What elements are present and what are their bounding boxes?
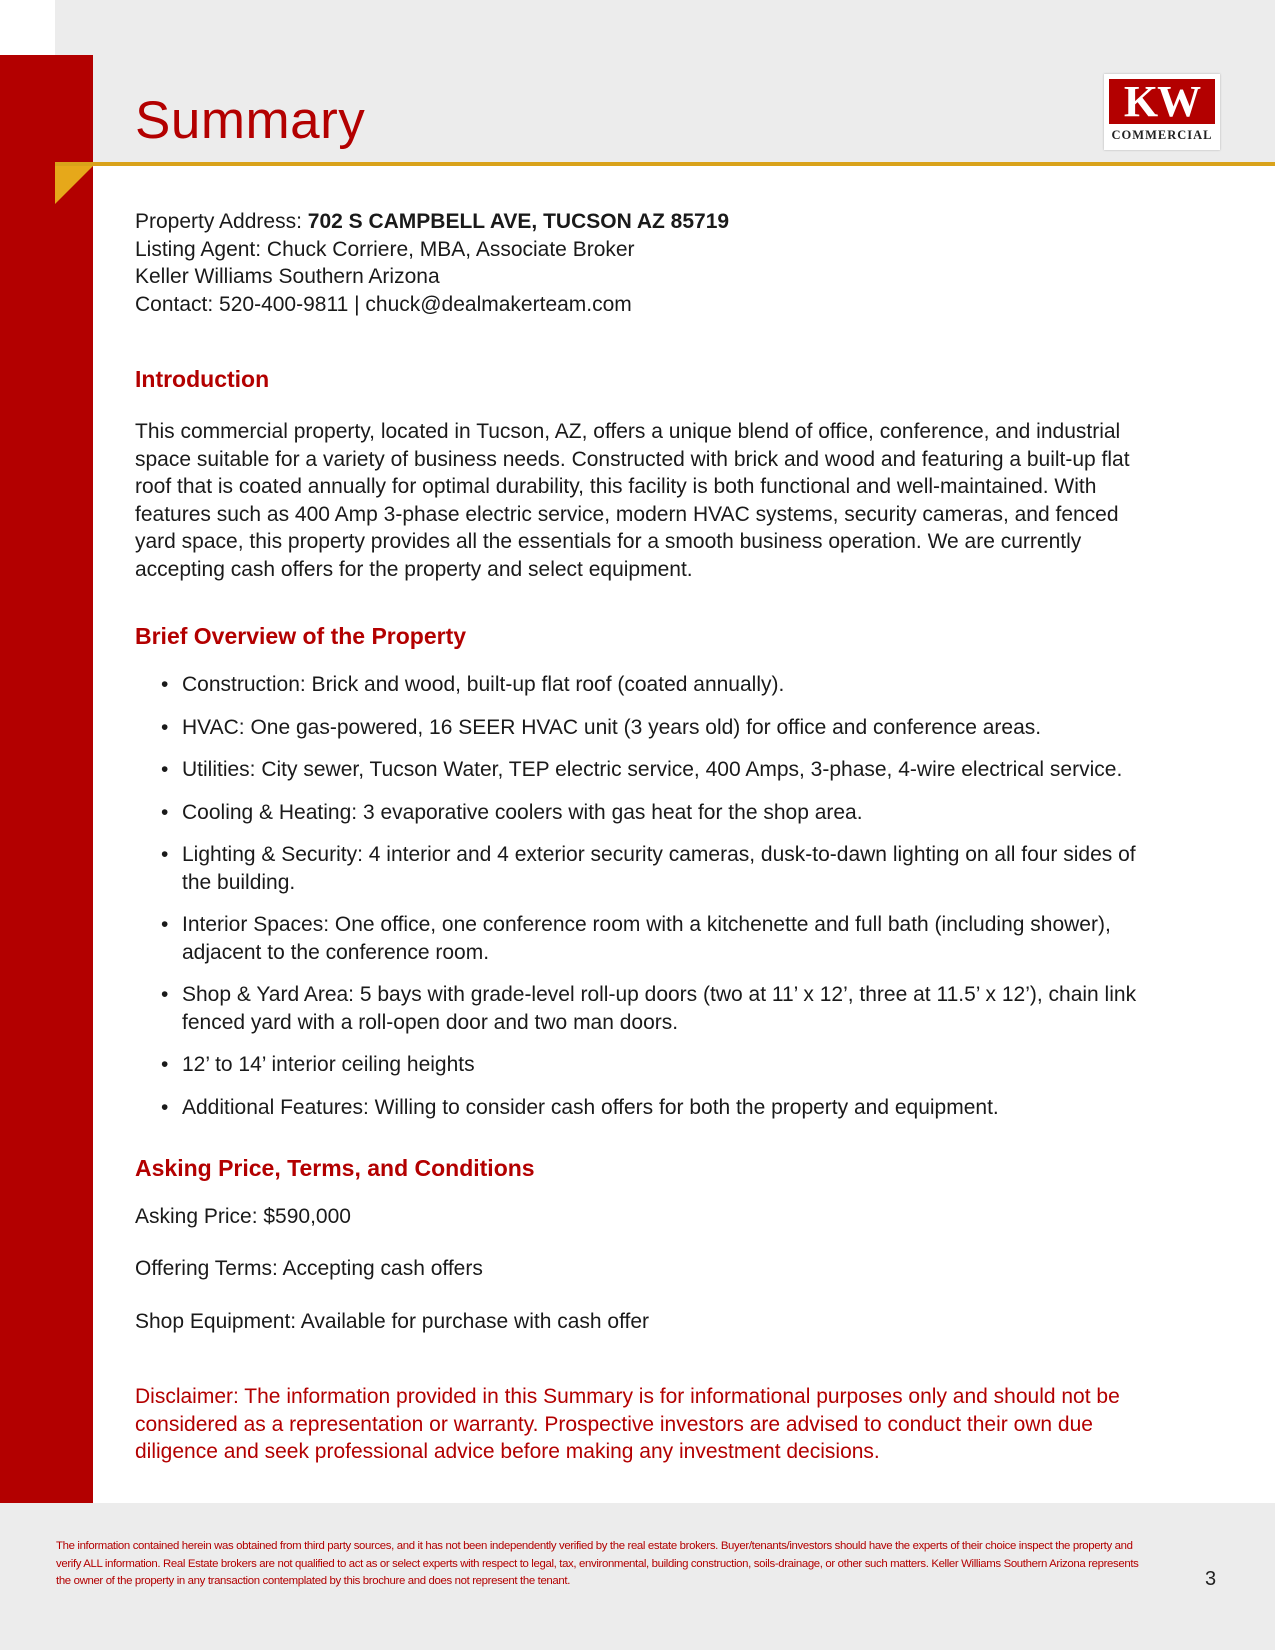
- introduction-text: This commercial property, located in Tucson, AZ, offers a unique blend of office, conference, and industrial space suitable for a variety of business needs. Constructed with brick and wood and featuring a built-up flat roof that is coated annually for optimal durability, this facility is both functional and well-maintained. With features such as 400 Amp 3-phase electric service, modern HVAC systems, security cameras, and fenced yard space, this property provides all the essentials for a smooth business operation. We are currently accepting cash offers for the property and select equipment.: [135, 420, 1130, 581]
- list-item: • Cooling & Heating: 3 evaporative coolers with gas heat for the shop area.: [135, 799, 1155, 827]
- footer-legal-text: The information contained herein was obtained from third party sources, and it has not been independently verified by the real estate brokers. Buyer/tenants/investors should have the experts of their choice inspect the property and verify ALL information. Real Estate brokers are not qualified to act as or select experts with respect to legal, tax, environmental, building construction, soils-drainage, or other such matters. Keller Williams Southern Arizona represents the owner of the property in any transaction contemplated by this brochure and does not represent the tenant.: [56, 1540, 1139, 1587]
- page-number: 3: [1205, 1568, 1217, 1590]
- corner-block: [0, 0, 55, 55]
- kw-commercial-logo: [1104, 74, 1220, 150]
- list-item: • Lighting & Security: 4 interior and 4 exterior security cameras, dusk-to-dawn lighting on all four sides of the building.: [135, 841, 1155, 896]
- overview-list: [135, 671, 1155, 1136]
- list-item: • Shop & Yard Area: 5 bays with grade-level roll-up doors (two at 11’ x 12’, three at 11.5’ x 12’), chain link fenced yard with a roll-open door and two man doors.: [135, 981, 1155, 1036]
- asking-price: Asking Price: $590,000: [135, 1205, 351, 1228]
- address-value: 702 S CAMPBELL AVE, TUCSON AZ 85719: [307, 210, 730, 233]
- header-divider: [55, 162, 1275, 166]
- agent-line: Listing Agent: Chuck Corriere, MBA, Associate Broker: [135, 237, 635, 261]
- shop-equipment: Shop Equipment: Available for purchase with cash offer: [135, 1310, 650, 1333]
- list-item: • 12’ to 14’ interior ceiling heights: [135, 1051, 1155, 1079]
- list-item: • Utilities: City sewer, Tucson Water, TEP electric service, 400 Amps, 3-phase, 4-wire electrical service.: [135, 756, 1155, 784]
- company-line: Keller Williams Southern Arizona: [135, 265, 440, 288]
- contact-line: Contact: 520-400-9811 | chuck@dealmakerteam.com: [135, 292, 632, 316]
- offering-terms: Offering Terms: Accepting cash offers: [135, 1257, 483, 1280]
- list-item: • Construction: Brick and wood, built-up flat roof (coated annually).: [135, 671, 1155, 699]
- pricing-heading: Asking Price, Terms, and Conditions: [135, 1155, 535, 1181]
- accent-triangle: [55, 166, 93, 204]
- page-title: Summary: [135, 91, 366, 150]
- introduction-heading: Introduction: [135, 366, 270, 392]
- list-item: • Interior Spaces: One office, one conference room with a kitchenette and full bath (including shower), adjacent to the conference room.: [135, 911, 1155, 966]
- address-label: Property Address:: [135, 210, 302, 233]
- disclaimer: Disclaimer: The information provided in this Summary is for informational purposes only and should not be considered as a representation or warranty. Prospective investors are advised to conduct their own due diligence and seek professional advice before making any investment decisions.: [135, 1385, 1120, 1463]
- list-item: • HVAC: One gas-powered, 16 SEER HVAC unit (3 years old) for office and conference areas.: [135, 714, 1155, 742]
- address-line: [135, 208, 1155, 236]
- overview-heading: Brief Overview of the Property: [135, 623, 467, 649]
- left-accent-bar: [0, 55, 93, 1503]
- logo-subtext: COMMERCIAL: [1111, 128, 1213, 142]
- list-item: • Additional Features: Willing to consider cash offers for both the property and equipment.: [135, 1094, 1155, 1122]
- contact-block: [135, 208, 1155, 318]
- main-content: [135, 208, 1155, 1463]
- logo-mark: KW: [1109, 79, 1215, 124]
